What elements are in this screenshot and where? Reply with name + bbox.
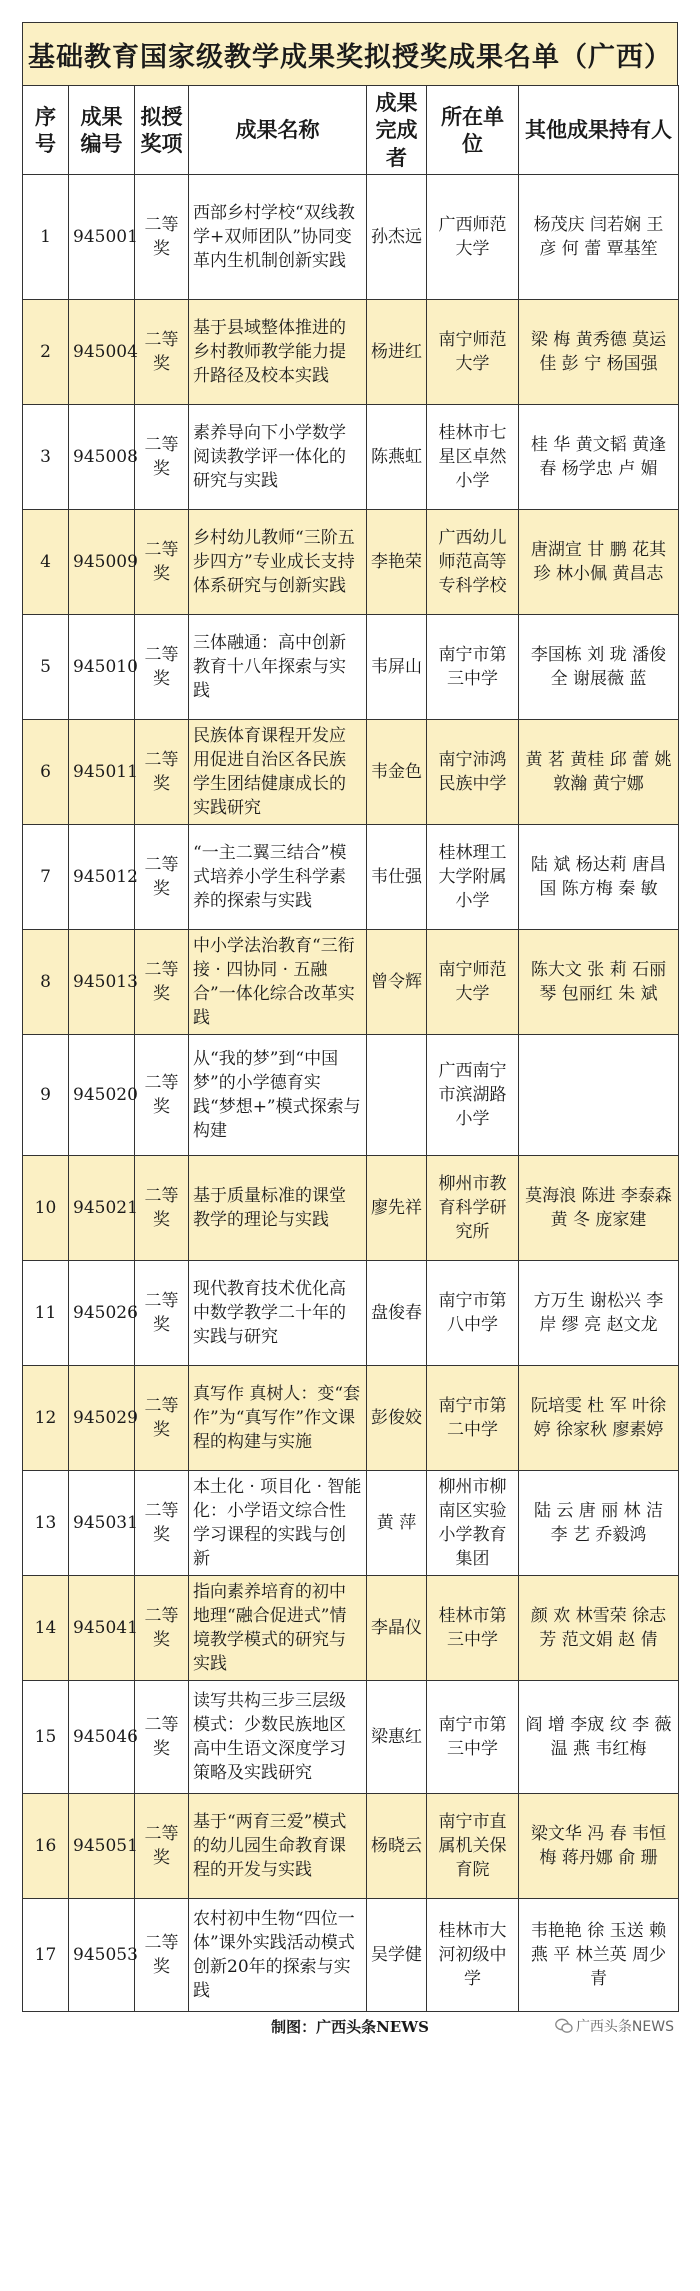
row-no: 5 [23,615,69,720]
row-name: 基于质量标准的课堂教学的理论与实践 [189,1156,367,1261]
row-no: 11 [23,1261,69,1366]
row-no: 6 [23,720,69,825]
row-award: 二等奖 [135,1794,189,1899]
row-leader: 廖先祥 [367,1156,427,1261]
row-others [519,1035,679,1156]
row-unit: 南宁沛鸿民族中学 [427,720,519,825]
table-row [23,300,679,405]
table-row [23,1261,679,1366]
row-name: 现代教育技术优化高中数学教学二十年的实践与研究 [189,1261,367,1366]
row-award: 二等奖 [135,405,189,510]
row-no: 9 [23,1035,69,1156]
table-row [23,1366,679,1471]
row-others: 陆 云 唐 丽 林 洁 李 艺 乔毅鸿 [519,1471,679,1576]
row-no: 13 [23,1471,69,1576]
row-leader: 彭俊姣 [367,1366,427,1471]
row-code: 945031 [69,1471,135,1576]
row-others: 莫海浪 陈进 李泰森 黄 冬 庞家建 [519,1156,679,1261]
row-no: 17 [23,1899,69,2012]
row-no: 1 [23,175,69,300]
col-header-code: 成果编号 [69,86,135,175]
row-name: 指向素养培育的初中地理“融合促进式”情境教学模式的研究与实践 [189,1576,367,1681]
row-award: 二等奖 [135,825,189,930]
row-no: 3 [23,405,69,510]
row-no: 14 [23,1576,69,1681]
row-others: 韦艳艳 徐 玉送 赖燕 平 林兰英 周少青 [519,1899,679,2012]
row-award: 二等奖 [135,1681,189,1794]
row-leader: 杨晓云 [367,1794,427,1899]
row-no: 16 [23,1794,69,1899]
row-code: 945020 [69,1035,135,1156]
row-no: 2 [23,300,69,405]
table-row [23,1035,679,1156]
row-no: 7 [23,825,69,930]
row-name: 真写作 真树人：变“套作”为“真写作”作文课程的构建与实施 [189,1366,367,1471]
table-row [23,825,679,930]
row-name: “一主二翼三结合”模式培养小学生科学素养的探索与实践 [189,825,367,930]
table-row [23,1576,679,1681]
row-award: 二等奖 [135,1366,189,1471]
col-header-leader: 成果完成者 [367,86,427,175]
watermark [555,2016,674,2036]
row-award: 二等奖 [135,1899,189,2012]
row-unit: 南宁市第二中学 [427,1366,519,1471]
row-name: 素养导向下小学数学阅读教学评一体化的研究与实践 [189,405,367,510]
row-unit: 柳州市柳南区实验小学教育集团 [427,1471,519,1576]
row-code: 945011 [69,720,135,825]
row-leader: 韦仕强 [367,825,427,930]
row-award: 二等奖 [135,1261,189,1366]
row-award: 二等奖 [135,720,189,825]
table-row [23,615,679,720]
table-row [23,1471,679,1576]
row-unit: 桂林市第三中学 [427,1576,519,1681]
row-name: 基于县域整体推进的乡村教师教学能力提升路径及校本实践 [189,300,367,405]
table-row [23,930,679,1035]
row-code: 945001 [69,175,135,300]
row-unit: 广西南宁市滨湖路小学 [427,1035,519,1156]
row-others: 李国栋 刘 珑 潘俊全 谢展薇 蓝 [519,615,679,720]
row-leader: 孙杰远 [367,175,427,300]
row-name: 乡村幼儿教师“三阶五步四方”专业成长支持体系研究与创新实践 [189,510,367,615]
row-code: 945013 [69,930,135,1035]
row-name: 读写共构三步三层级模式：少数民族地区高中生语文深度学习策略及实践研究 [189,1681,367,1794]
row-unit: 桂林市七星区卓然小学 [427,405,519,510]
row-award: 二等奖 [135,510,189,615]
row-leader: 吴学健 [367,1899,427,2012]
table-row [23,175,679,300]
row-name: 三体融通：高中创新教育十八年探索与实践 [189,615,367,720]
row-no: 10 [23,1156,69,1261]
results-table [22,85,679,2012]
row-award: 二等奖 [135,930,189,1035]
table-row [23,510,679,615]
row-unit: 南宁师范大学 [427,930,519,1035]
table-row [23,1899,679,2012]
row-name: 中小学法治教育“三衔接 · 四协同 · 五融合”一体化综合改革实践 [189,930,367,1035]
row-unit: 桂林市大河初级中学 [427,1899,519,2012]
row-no: 15 [23,1681,69,1794]
row-award: 二等奖 [135,615,189,720]
row-name: 西部乡村学校“双线教学+双师团队”协同变革内生机制创新实践 [189,175,367,300]
row-others: 陆 斌 杨达莉 唐昌国 陈方梅 秦 敏 [519,825,679,930]
header-row [23,86,679,175]
row-no: 12 [23,1366,69,1471]
row-name: 民族体育课程开发应用促进自治区各民族学生团结健康成长的实践研究 [189,720,367,825]
wechat-icon [555,2018,573,2034]
results-sheet [22,22,678,2272]
row-unit: 南宁市第三中学 [427,615,519,720]
row-others: 杨茂庆 闫若娴 王 彦 何 蕾 覃基笙 [519,175,679,300]
row-unit: 南宁市第八中学 [427,1261,519,1366]
row-code: 945053 [69,1899,135,2012]
row-no: 8 [23,930,69,1035]
col-header-unit: 所在单位 [427,86,519,175]
row-unit: 南宁市直属机关保育院 [427,1794,519,1899]
row-award: 二等奖 [135,175,189,300]
row-leader: 李晶仪 [367,1576,427,1681]
row-code: 945051 [69,1794,135,1899]
row-unit: 柳州市教育科学研究所 [427,1156,519,1261]
row-leader: 杨进红 [367,300,427,405]
table-row [23,720,679,825]
row-leader [367,1035,427,1156]
row-leader: 盘俊春 [367,1261,427,1366]
table-row [23,405,679,510]
row-name: 从“我的梦”到“中国梦”的小学德育实践“梦想+”模式探索与构建 [189,1035,367,1156]
row-unit: 广西幼儿师范高等专科学校 [427,510,519,615]
table-row [23,1156,679,1261]
col-header-name: 成果名称 [189,86,367,175]
row-code: 945008 [69,405,135,510]
row-others: 唐湖宣 甘 鹏 花其珍 林小佩 黄昌志 [519,510,679,615]
row-award: 二等奖 [135,1035,189,1156]
row-code: 945004 [69,300,135,405]
row-code: 945041 [69,1576,135,1681]
row-code: 945026 [69,1261,135,1366]
credit-text: 制图：广西头条NEWS [271,2018,429,2036]
footer [22,2012,678,2042]
row-leader: 陈燕虹 [367,405,427,510]
row-leader: 梁惠红 [367,1681,427,1794]
row-others: 桂 华 黄文韬 黄逢春 杨学忠 卢 媚 [519,405,679,510]
row-leader: 曾令辉 [367,930,427,1035]
row-unit: 广西师范大学 [427,175,519,300]
row-award: 二等奖 [135,1576,189,1681]
row-name: 基于“两育三爱”模式的幼儿园生命教育课程的开发与实践 [189,1794,367,1899]
row-others: 阎 增 李宬 纹 李 薇 温 燕 韦红梅 [519,1681,679,1794]
row-others: 颜 欢 林雪荣 徐志芳 范文娟 赵 倩 [519,1576,679,1681]
row-award: 二等奖 [135,300,189,405]
page-title: 基础教育国家级教学成果奖拟授奖成果名单（广西） [22,22,678,85]
row-code: 945010 [69,615,135,720]
row-code: 945012 [69,825,135,930]
row-others: 黄 茗 黄桂 邱 蕾 姚敦瀚 黄宁娜 [519,720,679,825]
row-code: 945009 [69,510,135,615]
row-others: 梁文华 冯 春 韦恒梅 蒋丹娜 俞 珊 [519,1794,679,1899]
row-leader: 黄 萍 [367,1471,427,1576]
table-row [23,1794,679,1899]
row-leader: 韦金色 [367,720,427,825]
row-no: 4 [23,510,69,615]
row-others: 陈大文 张 莉 石丽琴 包丽红 朱 斌 [519,930,679,1035]
col-header-no: 序号 [23,86,69,175]
row-unit: 南宁师范大学 [427,300,519,405]
row-leader: 李艳荣 [367,510,427,615]
row-leader: 韦屏山 [367,615,427,720]
row-others: 方万生 谢松兴 李 岸 缪 亮 赵文龙 [519,1261,679,1366]
row-unit: 南宁市第三中学 [427,1681,519,1794]
table-row [23,1681,679,1794]
row-award: 二等奖 [135,1471,189,1576]
row-name: 本土化 · 项目化 · 智能化：小学语文综合性学习课程的实践与创新 [189,1471,367,1576]
row-unit: 桂林理工大学附属小学 [427,825,519,930]
row-name: 农村初中生物“四位一体”课外实践活动模式创新20年的探索与实践 [189,1899,367,2012]
row-others: 阮培雯 杜 军 叶徐婷 徐家秋 廖素婷 [519,1366,679,1471]
col-header-award: 拟授奖项 [135,86,189,175]
row-award: 二等奖 [135,1156,189,1261]
watermark-text: 广西头条NEWS [575,2019,674,2035]
row-code: 945029 [69,1366,135,1471]
col-header-others: 其他成果持有人 [519,86,679,175]
row-others: 梁 梅 黄秀德 莫运佳 彭 宁 杨国强 [519,300,679,405]
row-code: 945021 [69,1156,135,1261]
row-code: 945046 [69,1681,135,1794]
